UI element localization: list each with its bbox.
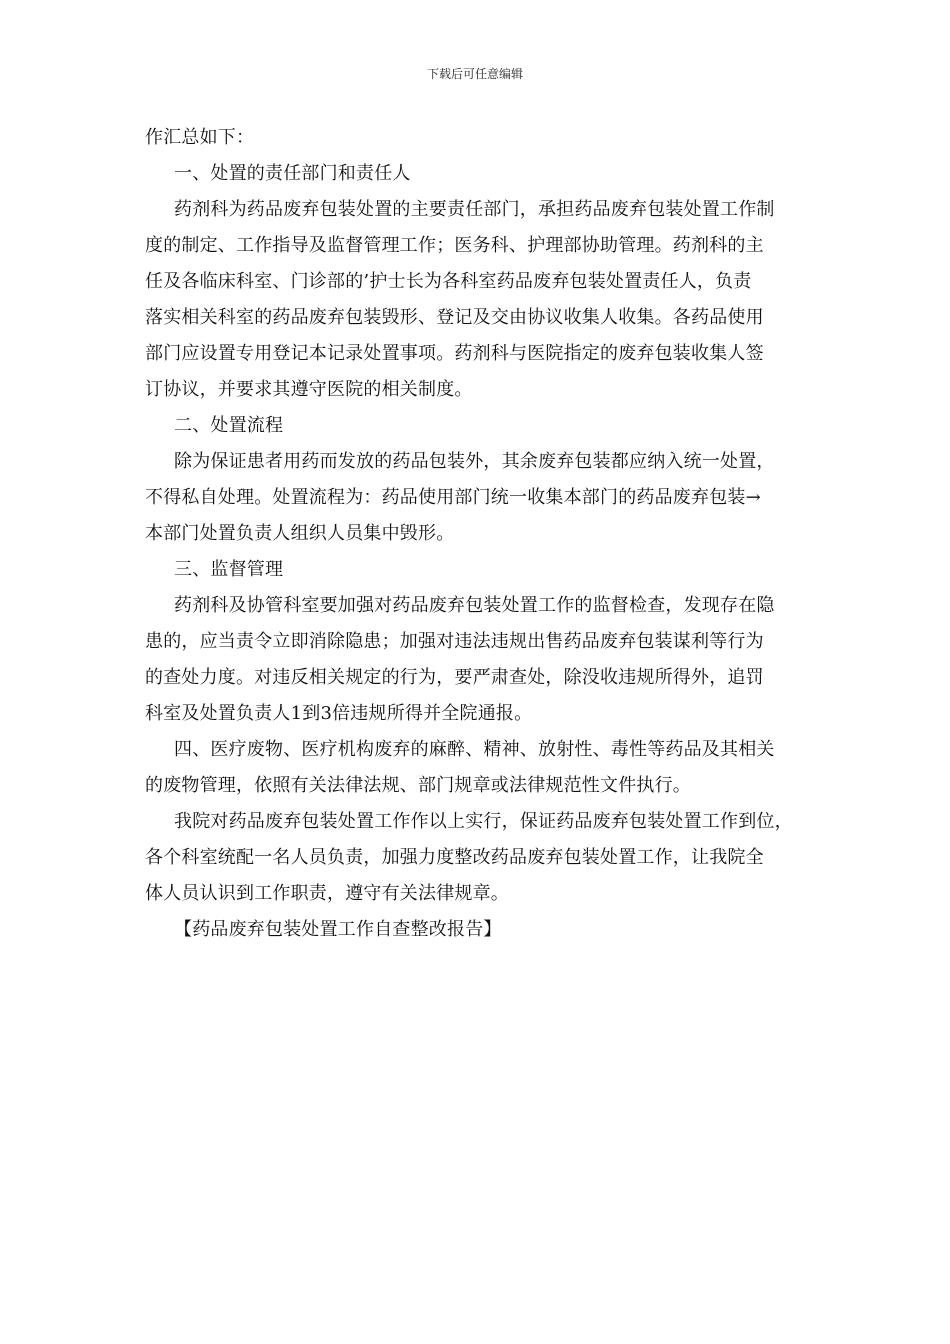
text-line: 作汇总如下： [145,127,255,148]
paragraph-first-line: 除为保证患者用药而发放的药品包装外，其余废弃包装都应纳入统一处置， [174,451,775,472]
text-line: 订协议，并要求其遵守医院的相关制度。 [145,379,473,400]
text-line: 的查处力度。对违反相关规定的行为，要严肃查处，除没收违规所得外，追罚 [145,667,764,688]
text-line: 各个科室统配一名人员负责，加强力度整改药品废弃包装处置工作，让我院全 [145,847,764,868]
text-line: 任及各临床科室、门诊部的’护士长为各科室药品废弃包装处置责任人，负责 [145,271,752,292]
paragraph-first-line: 四、医疗废物、医疗机构废弃的麻醉、精神、放射性、毒性等药品及其相关 [174,739,775,760]
text-line: 的废物管理，依照有关法律法规、部门规章或法律规范性文件执行。 [145,775,691,796]
section-heading: 二、处置流程 [174,415,284,436]
text-line: 患的，应当责令立即消除隐患；加强对违法违规出售药品废弃包装谋利等行为 [145,631,764,652]
paragraph-first-line: 药剂科及协管科室要加强对药品废弃包装处置工作的监督检查，发现存在隐 [174,595,775,616]
paragraph-first-line: 我院对药品废弃包装处置工作作以上实行，保证药品废弃包装处置工作到位， [174,811,793,832]
text-line: 不得私自处理。处置流程为：药品使用部门统一收集本部门的药品废弃包装→ [145,487,761,508]
section-heading: 三、监督管理 [174,559,284,580]
text-line: 科室及处置负责人1到3倍违规所得并全院通报。 [145,703,533,724]
report-title-bracketed: 【药品废弃包装处置工作自查整改报告】 [174,919,502,940]
text-line: 落实相关科室的药品废弃包装毁形、登记及交由协议收集人收集。各药品使用 [145,307,764,328]
text-line: 部门应设置专用登记本记录处置事项。药剂科与医院指定的废弃包装收集人签 [145,343,764,364]
page-header: 下载后可任意编辑 [426,67,523,81]
text-line: 体人员认识到工作职责，遵守有关法律规章。 [145,883,509,904]
text-line: 度的制定、工作指导及监督管理工作；医务科、护理部协助管理。药剂科的主 [145,235,764,256]
paragraph-first-line: 药剂科为药品废弃包装处置的主要责任部门，承担药品废弃包装处置工作制 [174,199,775,220]
section-heading: 一、处置的责任部门和责任人 [174,163,411,184]
text-line: 本部门处置负责人组织人员集中毁形。 [145,523,455,544]
document-body [145,120,817,948]
